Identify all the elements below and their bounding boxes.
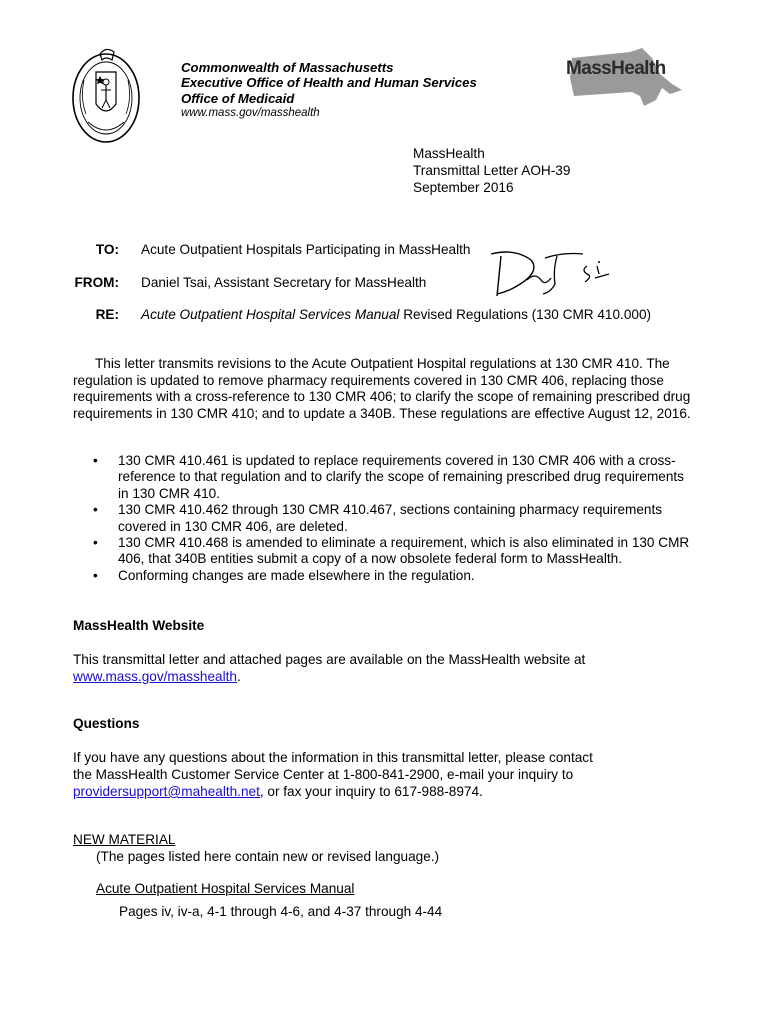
re-rest: Revised Regulations (130 CMR 410.000): [399, 307, 652, 322]
logo-text: MassHealth: [566, 58, 666, 79]
masshealth-website-link[interactable]: www.mass.gov/masshealth: [73, 669, 237, 684]
from-value: Daniel Tsai, Assistant Secretary for MassHealth: [141, 275, 427, 290]
manual-pages: Pages iv, iv-a, 4-1 through 4-6, and 4-37 through 4-44: [119, 904, 443, 919]
re-value: [141, 306, 651, 323]
questions-section-title: Questions: [73, 716, 140, 731]
list-item-text: 130 CMR 410.462 through 130 CMR 410.467, sections containing pharmacy requirements covered in 130 CMR 406, are deleted.: [118, 502, 663, 534]
website-section-text: [73, 651, 613, 685]
from-label: FROM:: [74, 275, 119, 290]
list-item: • 130 CMR 410.461 is updated to replace requirements covered in 130 CMR 406 with a cross-reference to that regulation and to clarify the scope of remaining prescribed drug requirements in 130 CMR 410.: [93, 453, 684, 501]
website-section-title: MassHealth Website: [73, 618, 205, 633]
website-text: This transmittal letter and attached pages are available on the MassHealth website at: [73, 652, 586, 667]
new-material-title: NEW MATERIAL: [73, 832, 176, 847]
letter-program: MassHealth: [413, 146, 485, 161]
signature: [487, 244, 615, 300]
manual-title: Acute Outpatient Hospital Services Manual: [96, 881, 355, 896]
list-item: • 130 CMR 410.462 through 130 CMR 410.467, sections containing pharmacy requirements covered in 130 CMR 406, are deleted.: [93, 502, 663, 534]
header-line-office: Office of Medicaid: [181, 90, 295, 106]
changes-list: [73, 453, 693, 584]
list-item: • Conforming changes are made elsewhere in the regulation.: [93, 567, 475, 583]
questions-text: If you have any questions about the information in this transmittal letter, please contact the MassHealth Customer Service Center at 1-800-841-2900, e-mail your inquiry to: [73, 750, 593, 782]
website-after: .: [236, 669, 241, 684]
questions-text-after: , or fax your inquiry to 617-988-8974.: [259, 784, 483, 799]
masshealth-logo: [560, 44, 684, 110]
letter-number: Transmittal Letter AOH-39: [413, 163, 571, 178]
re-manual-title: Acute Outpatient Hospital Services Manual: [141, 307, 400, 322]
provider-support-email-link[interactable]: providersupport@mahealth.net: [73, 784, 260, 799]
letter-date: September 2016: [413, 180, 514, 195]
intro-paragraph: [73, 356, 698, 422]
questions-section-text: [73, 749, 613, 800]
list-item-text: 130 CMR 410.461 is updated to replace requirements covered in 130 CMR 406 with a cross-reference to that regulation and to clarify the scope of remaining prescribed drug requirements in 130 CMR 410.: [118, 453, 684, 501]
re-label: RE:: [95, 307, 119, 322]
intro-text: This letter transmits revisions to the Acute Outpatient Hospital regulations at 130 CMR 410. The regulation is updated to remove pharmacy requirements covered in 130 CMR 406, replacing those requirements with a cross-reference to 130 CMR 406; to clarify the scope of remaining prescribed drug requirements in 130 CMR 410; and to update a 340B. These regulations are effective August 12, 2016.: [73, 356, 691, 421]
header-line-eohhs: Executive Office of Health and Human Services: [181, 75, 477, 91]
to-value: Acute Outpatient Hospitals Participating in MassHealth: [141, 242, 471, 257]
letter-info: [413, 145, 570, 196]
agency-header: [181, 60, 477, 122]
header-line-commonwealth: Commonwealth of Massachusetts: [181, 60, 394, 75]
new-material-note: (The pages listed here contain new or revised language.): [96, 849, 440, 864]
to-label: TO:: [95, 242, 119, 257]
list-item-text: 130 CMR 410.468 is amended to eliminate a requirement, which is also eliminated in 130 CMR 406, that 340B entities submit a copy of a now obsolete federal form to MassHealth.: [118, 535, 690, 567]
massachusetts-seal-icon: [70, 42, 142, 146]
list-item: • 130 CMR 410.468 is amended to eliminate a requirement, which is also eliminated in 130 CMR 406, that 340B entities submit a copy of a now obsolete federal form to MassHealth.: [93, 535, 690, 567]
header-url: www.mass.gov/masshealth: [181, 107, 320, 120]
list-item-text: Conforming changes are made elsewhere in the regulation.: [118, 567, 475, 583]
